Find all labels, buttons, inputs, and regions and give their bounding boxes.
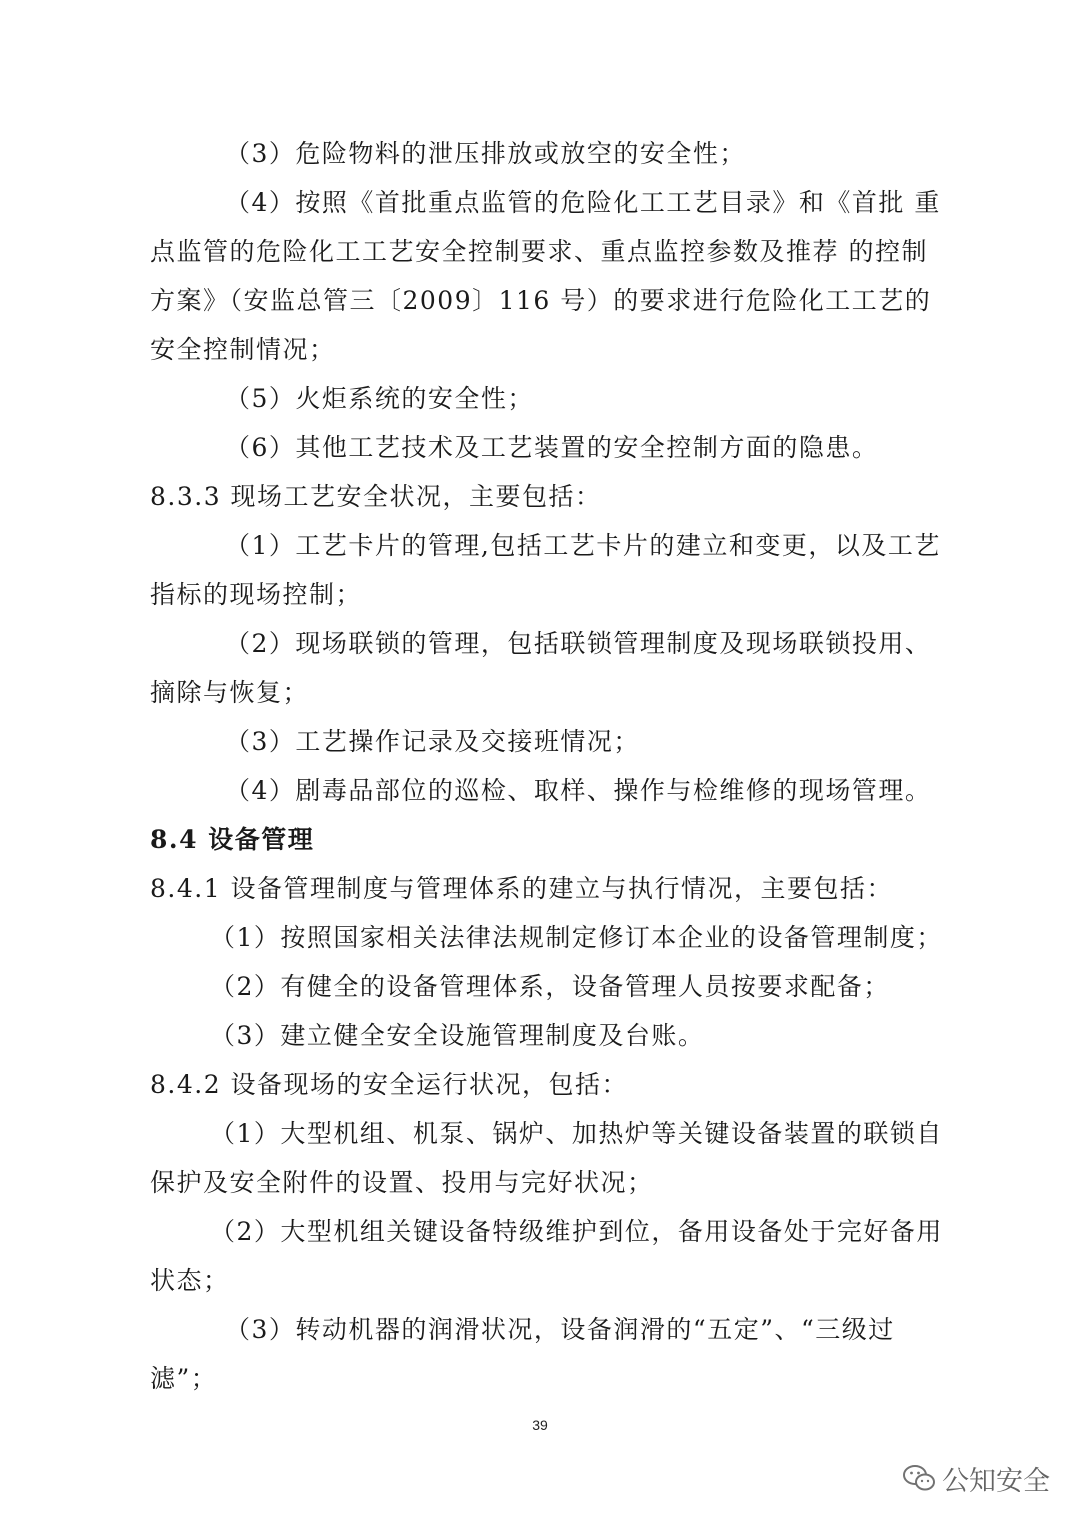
text-line: （2）现场联锁的管理，包括联锁管理制度及现场联锁投用、 xyxy=(225,629,932,658)
text-line: 方案》（安监总管三〔2009〕116 号）的要求进行危险化工工艺的 xyxy=(150,286,932,315)
section-heading-8-4-2: 8.4.2 设备现场的安全运行状况，包括： xyxy=(150,1070,629,1099)
text-line: 指标的现场控制； xyxy=(150,580,363,609)
text-line: 滤”； xyxy=(150,1364,218,1393)
text-line: （2）大型机组关键设备特级维护到位，备用设备处于完好备用 xyxy=(210,1217,943,1246)
text-line: 点监管的危险化工工艺安全控制要求、重点监控参数及推荐 的控制 xyxy=(150,237,928,266)
section-heading-8-4: 8.4 设备管理 xyxy=(150,825,315,854)
section-heading-8-3-3: 8.3.3 现场工艺安全状况，主要包括： xyxy=(150,482,602,511)
text-line: （2）有健全的设备管理体系，设备管理人员按要求配备； xyxy=(210,972,890,1001)
text-line: 状态； xyxy=(150,1266,230,1295)
text-line: 摘除与恢复； xyxy=(150,678,310,707)
watermark xyxy=(902,1460,1050,1496)
watermark-text: 公知安全 xyxy=(942,1465,1050,1497)
text-line: （3）危险物料的泄压排放或放空的安全性； xyxy=(225,139,746,168)
text-line: （1）工艺卡片的管理,包括工艺卡片的建立和变更，以及工艺 xyxy=(225,531,941,560)
text-line: （1）大型机组、机泵、锅炉、加热炉等关键设备装置的联锁自 xyxy=(210,1119,943,1148)
text-line: （3）建立健全安全设施管理制度及台账。 xyxy=(210,1021,705,1050)
section-heading-8-4-1: 8.4.1 设备管理制度与管理体系的建立与执行情况，主要包括： xyxy=(150,874,894,903)
text-line: （5）火炬系统的安全性； xyxy=(225,384,534,413)
text-line: （6）其他工艺技术及工艺装置的安全控制方面的隐患。 xyxy=(225,433,879,462)
text-line: 保护及安全附件的设置、投用与完好状况； xyxy=(150,1168,654,1197)
text-line: （3）转动机器的润滑状况，设备润滑的“五定”、“三级过 xyxy=(225,1315,895,1344)
text-line: （4）按照《首批重点监管的危险化工工艺目录》和《首批 重 xyxy=(225,188,941,217)
page-number: 39 xyxy=(532,1417,548,1433)
text-line: （1）按照国家相关法律法规制定修订本企业的设备管理制度； xyxy=(210,923,943,952)
text-line: 安全控制情况； xyxy=(150,335,336,364)
text-line: （4）剧毒品部位的巡检、取样、操作与检维修的现场管理。 xyxy=(225,776,932,805)
wechat-icon xyxy=(902,1463,936,1493)
text-line: （3）工艺操作记录及交接班情况； xyxy=(225,727,640,756)
